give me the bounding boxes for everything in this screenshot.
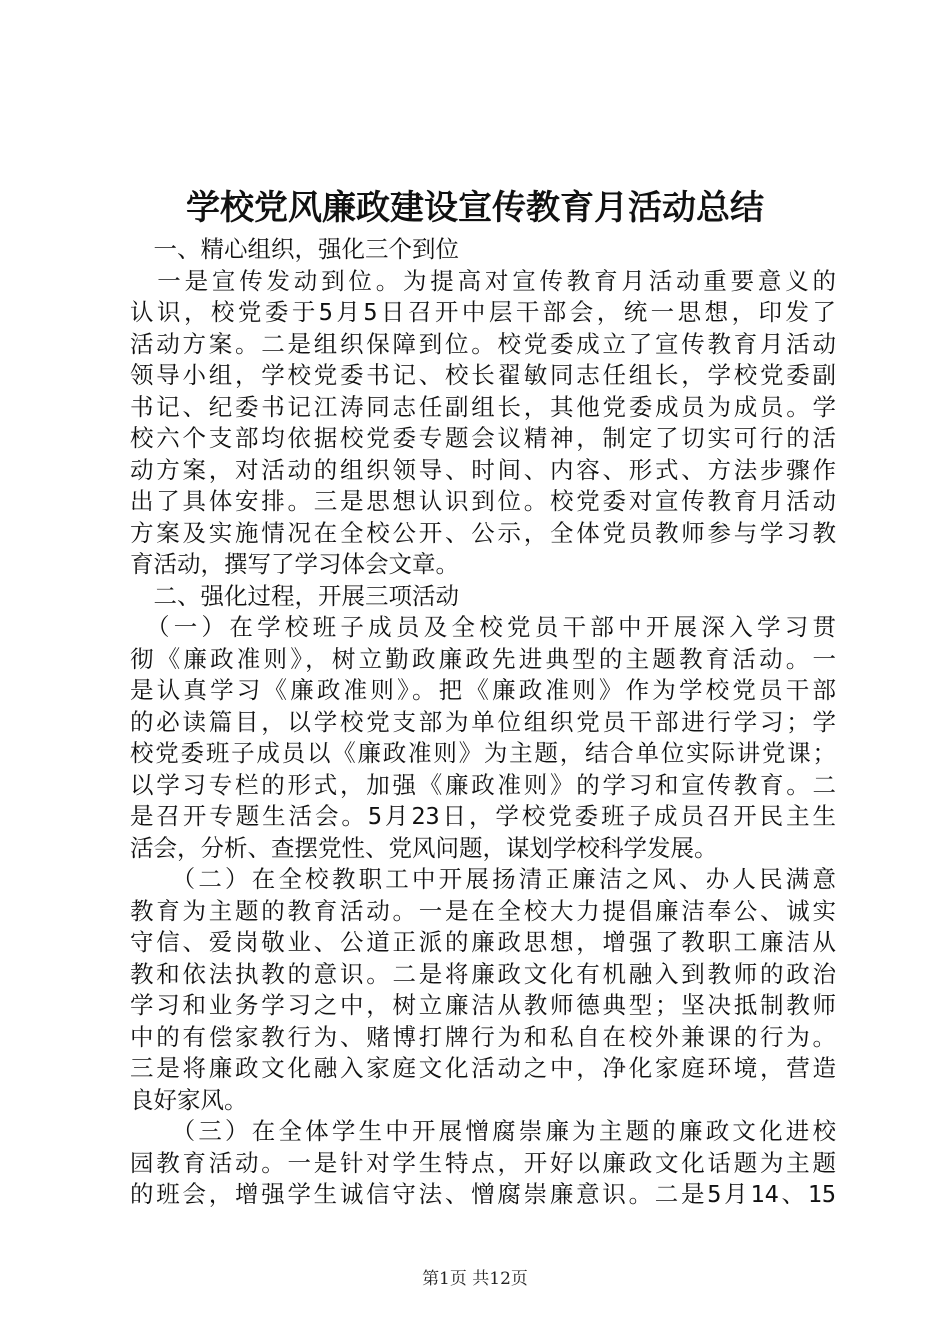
body-line: 领导小组，学校党委书记、校长翟敏同志任组长，学校党委副 [130,361,836,389]
body-line: （三）在全体学生中开展憎腐崇廉为主题的廉政文化进校 [130,1117,836,1145]
body-line: 育活动，撰写了学习体会文章。 [130,550,459,578]
body-line: 是认真学习《廉政准则》。把《廉政准则》作为学校党员干部 [130,676,836,704]
body-line: 的必读篇目，以学校党支部为单位组织党员干部进行学习；学 [130,707,836,736]
body-line: 的班会，增强学生诚信守法、憎腐崇廉意识。二是5月14、15 [130,1180,836,1208]
body-line: 学习和业务学习之中，树立廉洁从教师德典型；坚决抵制教师 [130,991,836,1019]
body-line: 是召开专题生活会。5月23日，学校党委班子成员召开民主生 [130,802,836,830]
body-line: 园教育活动。一是针对学生特点，开好以廉政文化话题为主题 [130,1148,836,1177]
body-line: 以学习专栏的形式，加强《廉政准则》的学习和宣传教育。二 [130,770,836,799]
body-line: 认识，校党委于5月5日召开中层干部会，统一思想，印发了 [130,298,836,326]
body-line: 良好家风。 [130,1085,248,1114]
body-line: 中的有偿家教行为、赌博打牌行为和私自在校外兼课的行为。 [130,1022,836,1051]
body-line: 校六个支部均依据校党委专题会议精神，制定了切实可行的活 [130,424,836,452]
body-line: 彻《廉政准则》，树立勤政廉政先进典型的主题教育活动。一 [130,644,836,673]
body-line: 活动方案。二是组织保障到位。校党委成立了宣传教育月活动 [130,329,836,358]
document-body [130,234,836,1211]
page-footer: 第1页 共12页 [422,1269,528,1289]
body-line: 守信、爱岗敬业、公道正派的廉政思想，增强了教职工廉洁从 [130,928,836,956]
body-line: 方案及实施情况在全校公开、公示，全体党员教师参与学习教 [130,518,836,547]
body-line: 出了具体安排。三是思想认识到位。校党委对宣传教育月活动 [130,487,836,515]
body-line: 一、精心组织，强化三个到位 [130,235,459,263]
body-line: 教和依法执教的意识。二是将廉政文化有机融入到教师的政治 [130,959,836,988]
body-line: 书记、纪委书记江涛同志任副组长，其他党委成员为成员。学 [130,392,836,421]
body-line: （一）在学校班子成员及全校党员干部中开展深入学习贯 [130,613,836,641]
body-line: 活会，分析、查摆党性、党风问题，谋划学校科学发展。 [130,833,718,862]
body-line: 校党委班子成员以《廉政准则》为主题，结合单位实际讲党课； [130,739,836,767]
body-line: 一是宣传发动到位。为提高对宣传教育月活动重要意义的 [130,266,836,295]
document-title: 学校党风廉政建设宣传教育月活动总结 [186,188,764,228]
body-line: 三是将廉政文化融入家庭文化活动之中，净化家庭环境，营造 [130,1054,836,1082]
body-line: （二）在全校教职工中开展扬清正廉洁之风、办人民满意 [130,865,836,893]
body-line: 教育为主题的教育活动。一是在全校大力提倡廉洁奉公、诚实 [130,896,836,925]
body-line: 二、强化过程，开展三项活动 [130,581,459,610]
body-line: 动方案，对活动的组织领导、时间、内容、形式、方法步骤作 [130,455,836,484]
